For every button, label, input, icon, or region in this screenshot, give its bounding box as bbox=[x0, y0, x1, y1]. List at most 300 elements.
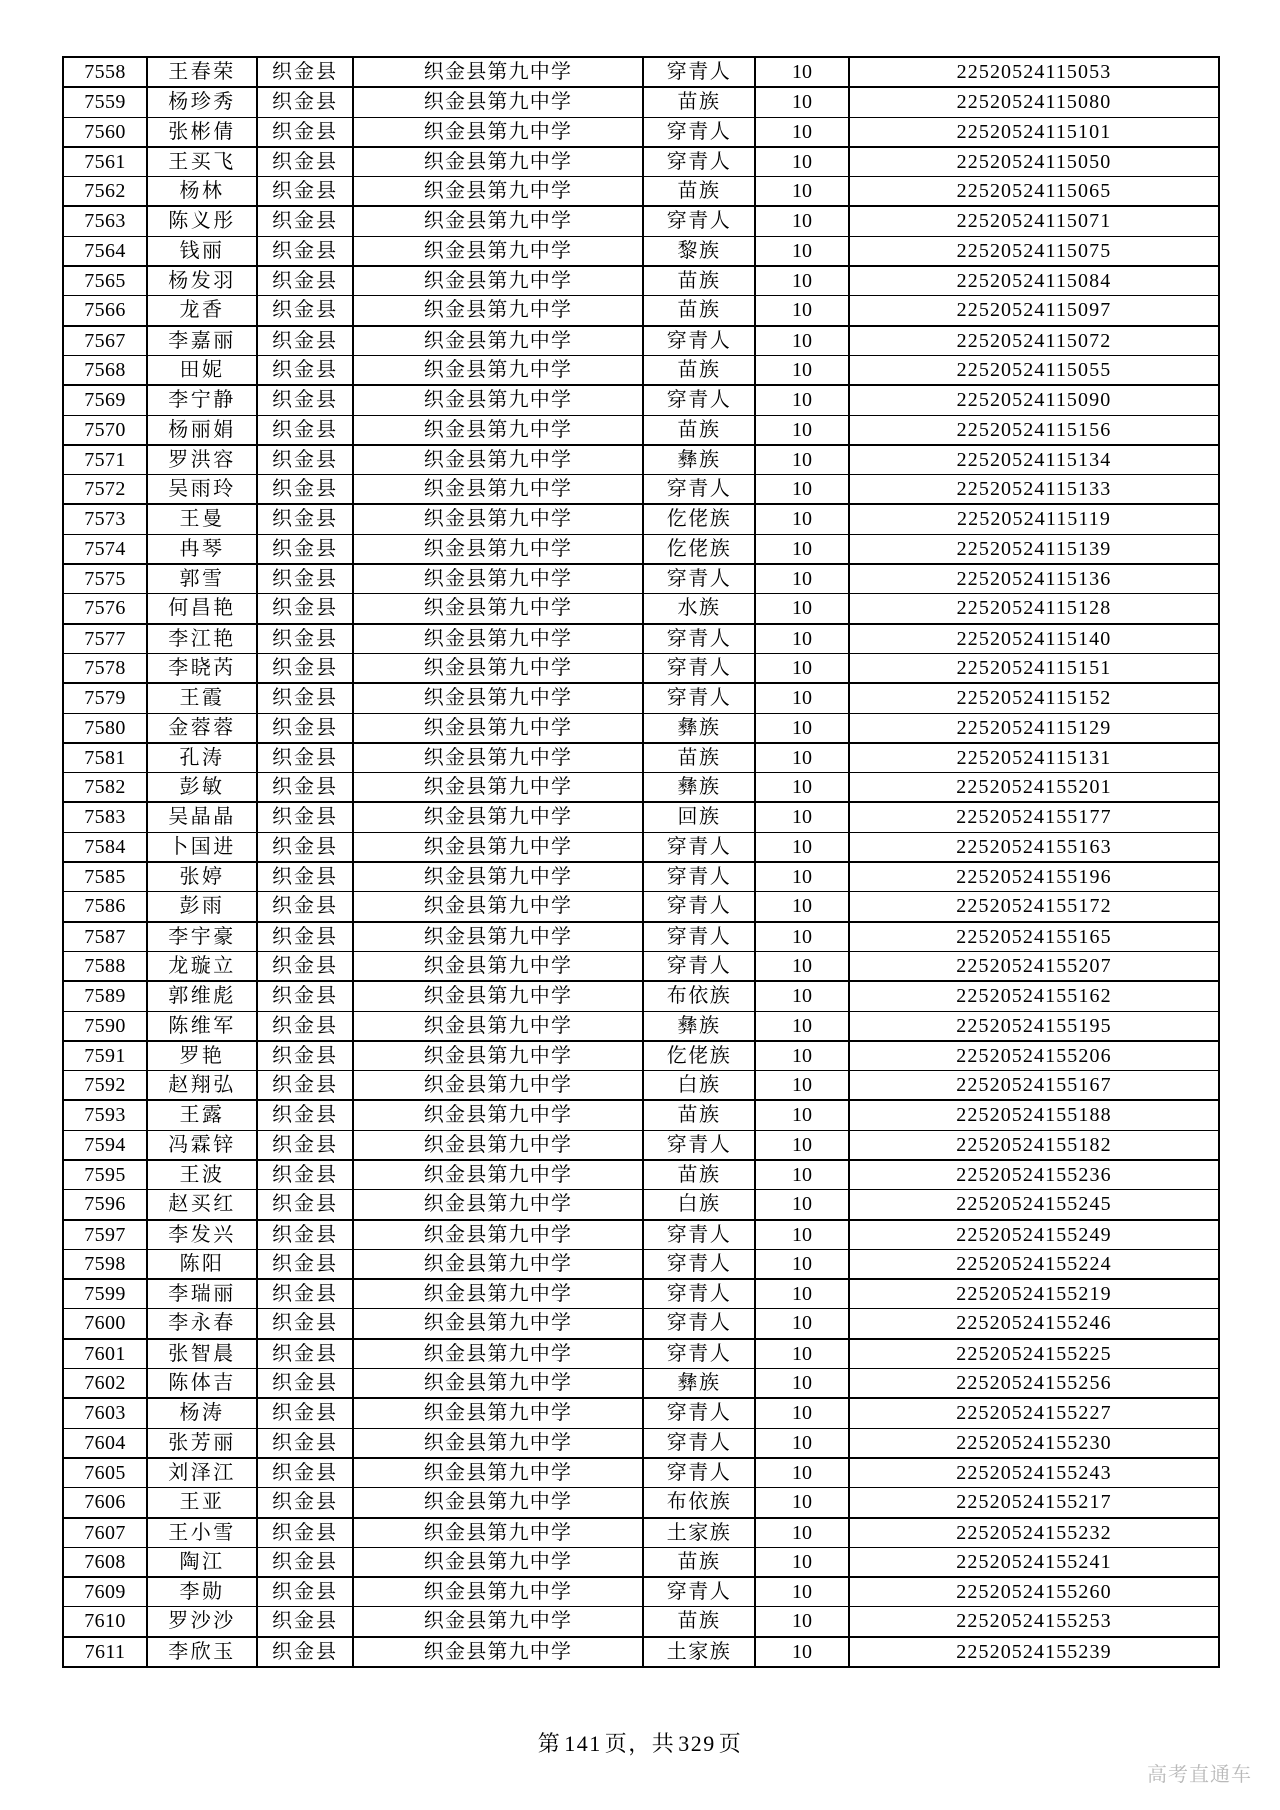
cell-candidate-id: 22520524155196 bbox=[849, 862, 1219, 892]
cell-score: 10 bbox=[755, 832, 849, 862]
cell-ethnic: 黎族 bbox=[643, 236, 755, 266]
cell-school: 织金县第九中学 bbox=[353, 1607, 643, 1637]
cell-candidate-id: 22520524115156 bbox=[849, 415, 1219, 445]
cell-name: 张彬倩 bbox=[147, 117, 257, 147]
cell-seq: 7573 bbox=[63, 504, 147, 534]
table-row bbox=[63, 1637, 1219, 1667]
cell-seq: 7589 bbox=[63, 981, 147, 1011]
cell-school: 织金县第九中学 bbox=[353, 1041, 643, 1071]
cell-seq: 7571 bbox=[63, 445, 147, 475]
cell-score: 10 bbox=[755, 951, 849, 981]
cell-name: 杨林 bbox=[147, 177, 257, 207]
cell-seq: 7608 bbox=[63, 1547, 147, 1577]
cell-seq: 7562 bbox=[63, 177, 147, 207]
cell-ethnic: 穿青人 bbox=[643, 1458, 755, 1488]
table-row bbox=[63, 1309, 1219, 1339]
cell-school: 织金县第九中学 bbox=[353, 236, 643, 266]
cell-school: 织金县第九中学 bbox=[353, 57, 643, 87]
cell-seq: 7598 bbox=[63, 1249, 147, 1279]
cell-school: 织金县第九中学 bbox=[353, 1071, 643, 1101]
table-row bbox=[63, 922, 1219, 952]
cell-name: 卜国进 bbox=[147, 832, 257, 862]
cell-school: 织金县第九中学 bbox=[353, 1249, 643, 1279]
cell-candidate-id: 22520524155163 bbox=[849, 832, 1219, 862]
cell-county: 织金县 bbox=[257, 594, 353, 624]
cell-name: 冉琴 bbox=[147, 534, 257, 564]
cell-name: 王露 bbox=[147, 1100, 257, 1130]
cell-ethnic: 苗族 bbox=[643, 1607, 755, 1637]
cell-school: 织金县第九中学 bbox=[353, 564, 643, 594]
cell-school: 织金县第九中学 bbox=[353, 1428, 643, 1458]
cell-county: 织金县 bbox=[257, 1398, 353, 1428]
cell-county: 织金县 bbox=[257, 713, 353, 743]
cell-county: 织金县 bbox=[257, 1220, 353, 1250]
cell-score: 10 bbox=[755, 981, 849, 1011]
cell-ethnic: 苗族 bbox=[643, 266, 755, 296]
cell-name: 杨发羽 bbox=[147, 266, 257, 296]
cell-score: 10 bbox=[755, 1577, 849, 1607]
cell-ethnic: 彝族 bbox=[643, 445, 755, 475]
cell-candidate-id: 22520524155167 bbox=[849, 1071, 1219, 1101]
cell-seq: 7559 bbox=[63, 87, 147, 117]
table-row bbox=[63, 1220, 1219, 1250]
cell-county: 织金县 bbox=[257, 445, 353, 475]
cell-name: 王波 bbox=[147, 1160, 257, 1190]
cell-name: 杨丽娟 bbox=[147, 415, 257, 445]
cell-candidate-id: 22520524115101 bbox=[849, 117, 1219, 147]
cell-ethnic: 白族 bbox=[643, 1190, 755, 1220]
cell-candidate-id: 22520524155188 bbox=[849, 1100, 1219, 1130]
cell-name: 陈维军 bbox=[147, 1011, 257, 1041]
cell-score: 10 bbox=[755, 266, 849, 296]
cell-school: 织金县第九中学 bbox=[353, 773, 643, 803]
cell-seq: 7584 bbox=[63, 832, 147, 862]
cell-score: 10 bbox=[755, 773, 849, 803]
cell-score: 10 bbox=[755, 355, 849, 385]
cell-school: 织金县第九中学 bbox=[353, 1339, 643, 1369]
cell-school: 织金县第九中学 bbox=[353, 1488, 643, 1518]
cell-candidate-id: 22520524115129 bbox=[849, 713, 1219, 743]
cell-candidate-id: 22520524155249 bbox=[849, 1220, 1219, 1250]
cell-score: 10 bbox=[755, 1518, 849, 1548]
cell-ethnic: 穿青人 bbox=[643, 147, 755, 177]
cell-school: 织金县第九中学 bbox=[353, 951, 643, 981]
table-row bbox=[63, 653, 1219, 683]
table-row bbox=[63, 981, 1219, 1011]
cell-name: 陈义彤 bbox=[147, 206, 257, 236]
cell-school: 织金县第九中学 bbox=[353, 415, 643, 445]
table-row bbox=[63, 624, 1219, 654]
cell-name: 杨珍秀 bbox=[147, 87, 257, 117]
cell-score: 10 bbox=[755, 177, 849, 207]
cell-ethnic: 穿青人 bbox=[643, 1249, 755, 1279]
footer-suffix: 页 bbox=[718, 1731, 743, 1756]
cell-score: 10 bbox=[755, 1249, 849, 1279]
cell-county: 织金县 bbox=[257, 1607, 353, 1637]
cell-ethnic: 苗族 bbox=[643, 87, 755, 117]
cell-seq: 7587 bbox=[63, 922, 147, 952]
cell-county: 织金县 bbox=[257, 534, 353, 564]
cell-seq: 7564 bbox=[63, 236, 147, 266]
cell-name: 龙香 bbox=[147, 296, 257, 326]
table-row bbox=[63, 385, 1219, 415]
cell-ethnic: 穿青人 bbox=[643, 475, 755, 505]
cell-county: 织金县 bbox=[257, 236, 353, 266]
cell-score: 10 bbox=[755, 862, 849, 892]
cell-county: 织金县 bbox=[257, 892, 353, 922]
cell-score: 10 bbox=[755, 117, 849, 147]
cell-seq: 7606 bbox=[63, 1488, 147, 1518]
cell-county: 织金县 bbox=[257, 802, 353, 832]
cell-score: 10 bbox=[755, 1071, 849, 1101]
cell-score: 10 bbox=[755, 1458, 849, 1488]
cell-county: 织金县 bbox=[257, 385, 353, 415]
cell-candidate-id: 22520524115072 bbox=[849, 326, 1219, 356]
cell-name: 赵买红 bbox=[147, 1190, 257, 1220]
cell-county: 织金县 bbox=[257, 1309, 353, 1339]
table-row bbox=[63, 177, 1219, 207]
cell-name: 彭敏 bbox=[147, 773, 257, 803]
cell-seq: 7583 bbox=[63, 802, 147, 832]
cell-county: 织金县 bbox=[257, 773, 353, 803]
cell-school: 织金县第九中学 bbox=[353, 683, 643, 713]
cell-seq: 7579 bbox=[63, 683, 147, 713]
cell-candidate-id: 22520524155219 bbox=[849, 1279, 1219, 1309]
cell-score: 10 bbox=[755, 1547, 849, 1577]
roster-table bbox=[62, 56, 1220, 1668]
cell-ethnic: 仡佬族 bbox=[643, 1041, 755, 1071]
cell-score: 10 bbox=[755, 1011, 849, 1041]
table-row bbox=[63, 504, 1219, 534]
cell-ethnic: 彝族 bbox=[643, 713, 755, 743]
cell-score: 10 bbox=[755, 802, 849, 832]
cell-candidate-id: 22520524155206 bbox=[849, 1041, 1219, 1071]
table-row bbox=[63, 296, 1219, 326]
cell-school: 织金县第九中学 bbox=[353, 1190, 643, 1220]
cell-ethnic: 穿青人 bbox=[643, 1130, 755, 1160]
cell-school: 织金县第九中学 bbox=[353, 385, 643, 415]
cell-seq: 7594 bbox=[63, 1130, 147, 1160]
cell-candidate-id: 22520524155253 bbox=[849, 1607, 1219, 1637]
cell-score: 10 bbox=[755, 206, 849, 236]
cell-score: 10 bbox=[755, 1637, 849, 1667]
cell-candidate-id: 22520524115119 bbox=[849, 504, 1219, 534]
table-row bbox=[63, 534, 1219, 564]
cell-name: 陈体吉 bbox=[147, 1369, 257, 1399]
cell-score: 10 bbox=[755, 1100, 849, 1130]
cell-name: 李嘉丽 bbox=[147, 326, 257, 356]
cell-score: 10 bbox=[755, 445, 849, 475]
cell-school: 织金县第九中学 bbox=[353, 1100, 643, 1130]
cell-score: 10 bbox=[755, 1220, 849, 1250]
cell-score: 10 bbox=[755, 892, 849, 922]
cell-score: 10 bbox=[755, 564, 849, 594]
cell-school: 织金县第九中学 bbox=[353, 922, 643, 952]
table-row bbox=[63, 1071, 1219, 1101]
table-row bbox=[63, 1130, 1219, 1160]
cell-county: 织金县 bbox=[257, 1071, 353, 1101]
cell-candidate-id: 22520524155239 bbox=[849, 1637, 1219, 1667]
cell-candidate-id: 22520524115050 bbox=[849, 147, 1219, 177]
cell-name: 王春荣 bbox=[147, 57, 257, 87]
cell-name: 冯霖锌 bbox=[147, 1130, 257, 1160]
cell-county: 织金县 bbox=[257, 1577, 353, 1607]
cell-county: 织金县 bbox=[257, 1428, 353, 1458]
table-row bbox=[63, 475, 1219, 505]
cell-name: 罗沙沙 bbox=[147, 1607, 257, 1637]
cell-seq: 7577 bbox=[63, 624, 147, 654]
cell-seq: 7610 bbox=[63, 1607, 147, 1637]
cell-seq: 7575 bbox=[63, 564, 147, 594]
table-row bbox=[63, 326, 1219, 356]
table-row bbox=[63, 862, 1219, 892]
cell-seq: 7570 bbox=[63, 415, 147, 445]
cell-name: 孔涛 bbox=[147, 743, 257, 773]
cell-county: 织金县 bbox=[257, 743, 353, 773]
cell-county: 织金县 bbox=[257, 653, 353, 683]
cell-county: 织金县 bbox=[257, 1100, 353, 1130]
cell-school: 织金县第九中学 bbox=[353, 832, 643, 862]
cell-county: 织金县 bbox=[257, 1041, 353, 1071]
cell-name: 彭雨 bbox=[147, 892, 257, 922]
table-row bbox=[63, 683, 1219, 713]
cell-school: 织金县第九中学 bbox=[353, 296, 643, 326]
cell-candidate-id: 22520524155232 bbox=[849, 1518, 1219, 1548]
table-row bbox=[63, 892, 1219, 922]
cell-county: 织金县 bbox=[257, 1130, 353, 1160]
cell-seq: 7593 bbox=[63, 1100, 147, 1130]
cell-name: 李欣玉 bbox=[147, 1637, 257, 1667]
cell-candidate-id: 22520524155236 bbox=[849, 1160, 1219, 1190]
cell-county: 织金县 bbox=[257, 355, 353, 385]
cell-score: 10 bbox=[755, 147, 849, 177]
cell-county: 织金县 bbox=[257, 922, 353, 952]
cell-candidate-id: 22520524155225 bbox=[849, 1339, 1219, 1369]
cell-candidate-id: 22520524155230 bbox=[849, 1428, 1219, 1458]
cell-seq: 7561 bbox=[63, 147, 147, 177]
cell-ethnic: 苗族 bbox=[643, 415, 755, 445]
cell-school: 织金县第九中学 bbox=[353, 177, 643, 207]
table-row bbox=[63, 1518, 1219, 1548]
cell-ethnic: 穿青人 bbox=[643, 326, 755, 356]
cell-candidate-id: 22520524115084 bbox=[849, 266, 1219, 296]
cell-ethnic: 穿青人 bbox=[643, 832, 755, 862]
cell-county: 织金县 bbox=[257, 57, 353, 87]
cell-score: 10 bbox=[755, 683, 849, 713]
cell-score: 10 bbox=[755, 1488, 849, 1518]
cell-score: 10 bbox=[755, 415, 849, 445]
cell-county: 织金县 bbox=[257, 1637, 353, 1667]
cell-ethnic: 水族 bbox=[643, 594, 755, 624]
cell-seq: 7607 bbox=[63, 1518, 147, 1548]
cell-seq: 7596 bbox=[63, 1190, 147, 1220]
cell-county: 织金县 bbox=[257, 1190, 353, 1220]
cell-ethnic: 土家族 bbox=[643, 1637, 755, 1667]
cell-candidate-id: 22520524115090 bbox=[849, 385, 1219, 415]
cell-ethnic: 穿青人 bbox=[643, 385, 755, 415]
cell-name: 赵翔弘 bbox=[147, 1071, 257, 1101]
cell-seq: 7581 bbox=[63, 743, 147, 773]
cell-ethnic: 穿青人 bbox=[643, 1428, 755, 1458]
table-row bbox=[63, 1100, 1219, 1130]
cell-county: 织金县 bbox=[257, 564, 353, 594]
cell-school: 织金县第九中学 bbox=[353, 147, 643, 177]
table-row bbox=[63, 147, 1219, 177]
cell-school: 织金县第九中学 bbox=[353, 1369, 643, 1399]
cell-name: 王曼 bbox=[147, 504, 257, 534]
cell-name: 李瑞丽 bbox=[147, 1279, 257, 1309]
cell-ethnic: 穿青人 bbox=[643, 206, 755, 236]
table-row bbox=[63, 117, 1219, 147]
cell-ethnic: 布依族 bbox=[643, 981, 755, 1011]
cell-score: 10 bbox=[755, 1398, 849, 1428]
cell-name: 张智晨 bbox=[147, 1339, 257, 1369]
cell-seq: 7572 bbox=[63, 475, 147, 505]
cell-seq: 7590 bbox=[63, 1011, 147, 1041]
cell-ethnic: 回族 bbox=[643, 802, 755, 832]
cell-name: 李晓芮 bbox=[147, 653, 257, 683]
cell-ethnic: 苗族 bbox=[643, 1160, 755, 1190]
cell-ethnic: 穿青人 bbox=[643, 1339, 755, 1369]
cell-county: 织金县 bbox=[257, 862, 353, 892]
cell-ethnic: 苗族 bbox=[643, 355, 755, 385]
cell-score: 10 bbox=[755, 1369, 849, 1399]
cell-name: 龙璇立 bbox=[147, 951, 257, 981]
table-row bbox=[63, 1607, 1219, 1637]
table-row bbox=[63, 1577, 1219, 1607]
table-row bbox=[63, 1279, 1219, 1309]
cell-name: 金蓉蓉 bbox=[147, 713, 257, 743]
cell-seq: 7599 bbox=[63, 1279, 147, 1309]
cell-candidate-id: 22520524155224 bbox=[849, 1249, 1219, 1279]
cell-school: 织金县第九中学 bbox=[353, 594, 643, 624]
cell-school: 织金县第九中学 bbox=[353, 1398, 643, 1428]
table-row bbox=[63, 1488, 1219, 1518]
cell-candidate-id: 22520524155241 bbox=[849, 1547, 1219, 1577]
cell-ethnic: 苗族 bbox=[643, 1547, 755, 1577]
cell-county: 织金县 bbox=[257, 296, 353, 326]
cell-score: 10 bbox=[755, 653, 849, 683]
cell-county: 织金县 bbox=[257, 415, 353, 445]
cell-candidate-id: 22520524155207 bbox=[849, 951, 1219, 981]
cell-county: 织金县 bbox=[257, 1518, 353, 1548]
cell-seq: 7591 bbox=[63, 1041, 147, 1071]
cell-score: 10 bbox=[755, 475, 849, 505]
cell-name: 罗洪容 bbox=[147, 445, 257, 475]
cell-ethnic: 穿青人 bbox=[643, 1220, 755, 1250]
table-row bbox=[63, 57, 1219, 87]
cell-name: 钱丽 bbox=[147, 236, 257, 266]
cell-name: 田妮 bbox=[147, 355, 257, 385]
cell-seq: 7565 bbox=[63, 266, 147, 296]
cell-school: 织金县第九中学 bbox=[353, 862, 643, 892]
cell-name: 张芳丽 bbox=[147, 1428, 257, 1458]
cell-name: 王买飞 bbox=[147, 147, 257, 177]
cell-school: 织金县第九中学 bbox=[353, 1160, 643, 1190]
cell-candidate-id: 22520524115152 bbox=[849, 683, 1219, 713]
cell-score: 10 bbox=[755, 57, 849, 87]
cell-seq: 7611 bbox=[63, 1637, 147, 1667]
cell-seq: 7603 bbox=[63, 1398, 147, 1428]
cell-ethnic: 苗族 bbox=[643, 177, 755, 207]
cell-seq: 7576 bbox=[63, 594, 147, 624]
cell-score: 10 bbox=[755, 624, 849, 654]
table-row bbox=[63, 951, 1219, 981]
cell-county: 织金县 bbox=[257, 1547, 353, 1577]
cell-candidate-id: 22520524155243 bbox=[849, 1458, 1219, 1488]
cell-candidate-id: 22520524115131 bbox=[849, 743, 1219, 773]
table-row bbox=[63, 87, 1219, 117]
cell-name: 郭雪 bbox=[147, 564, 257, 594]
cell-seq: 7592 bbox=[63, 1071, 147, 1101]
cell-school: 织金县第九中学 bbox=[353, 266, 643, 296]
cell-ethnic: 穿青人 bbox=[643, 1398, 755, 1428]
cell-candidate-id: 22520524115053 bbox=[849, 57, 1219, 87]
cell-school: 织金县第九中学 bbox=[353, 713, 643, 743]
cell-seq: 7566 bbox=[63, 296, 147, 326]
table-row bbox=[63, 1428, 1219, 1458]
cell-ethnic: 穿青人 bbox=[643, 57, 755, 87]
table-row bbox=[63, 1011, 1219, 1041]
cell-school: 织金县第九中学 bbox=[353, 534, 643, 564]
cell-ethnic: 穿青人 bbox=[643, 1309, 755, 1339]
cell-seq: 7585 bbox=[63, 862, 147, 892]
cell-score: 10 bbox=[755, 713, 849, 743]
cell-ethnic: 穿青人 bbox=[643, 892, 755, 922]
cell-school: 织金县第九中学 bbox=[353, 1577, 643, 1607]
cell-seq: 7574 bbox=[63, 534, 147, 564]
cell-candidate-id: 22520524115065 bbox=[849, 177, 1219, 207]
cell-ethnic: 穿青人 bbox=[643, 1279, 755, 1309]
cell-candidate-id: 22520524115097 bbox=[849, 296, 1219, 326]
cell-county: 织金县 bbox=[257, 177, 353, 207]
cell-score: 10 bbox=[755, 1130, 849, 1160]
cell-school: 织金县第九中学 bbox=[353, 653, 643, 683]
cell-candidate-id: 22520524155182 bbox=[849, 1130, 1219, 1160]
table-row bbox=[63, 713, 1219, 743]
cell-name: 张婷 bbox=[147, 862, 257, 892]
cell-name: 罗艳 bbox=[147, 1041, 257, 1071]
cell-ethnic: 苗族 bbox=[643, 1100, 755, 1130]
cell-seq: 7601 bbox=[63, 1339, 147, 1369]
cell-ethnic: 穿青人 bbox=[643, 564, 755, 594]
cell-candidate-id: 22520524155195 bbox=[849, 1011, 1219, 1041]
table-row bbox=[63, 415, 1219, 445]
table-row bbox=[63, 743, 1219, 773]
cell-seq: 7595 bbox=[63, 1160, 147, 1190]
footer-prefix: 第 bbox=[537, 1731, 562, 1756]
cell-school: 织金县第九中学 bbox=[353, 1458, 643, 1488]
cell-school: 织金县第九中学 bbox=[353, 802, 643, 832]
cell-school: 织金县第九中学 bbox=[353, 981, 643, 1011]
cell-score: 10 bbox=[755, 1041, 849, 1071]
cell-school: 织金县第九中学 bbox=[353, 1130, 643, 1160]
cell-county: 织金县 bbox=[257, 683, 353, 713]
cell-name: 吴晶晶 bbox=[147, 802, 257, 832]
cell-name: 吴雨玲 bbox=[147, 475, 257, 505]
cell-candidate-id: 22520524115075 bbox=[849, 236, 1219, 266]
cell-county: 织金县 bbox=[257, 1160, 353, 1190]
page-footer bbox=[0, 1727, 1280, 1758]
cell-county: 织金县 bbox=[257, 147, 353, 177]
cell-score: 10 bbox=[755, 296, 849, 326]
roster-table-body bbox=[63, 57, 1219, 1667]
cell-score: 10 bbox=[755, 1279, 849, 1309]
cell-school: 织金县第九中学 bbox=[353, 1220, 643, 1250]
cell-name: 李江艳 bbox=[147, 624, 257, 654]
cell-ethnic: 布依族 bbox=[643, 1488, 755, 1518]
cell-name: 王霞 bbox=[147, 683, 257, 713]
